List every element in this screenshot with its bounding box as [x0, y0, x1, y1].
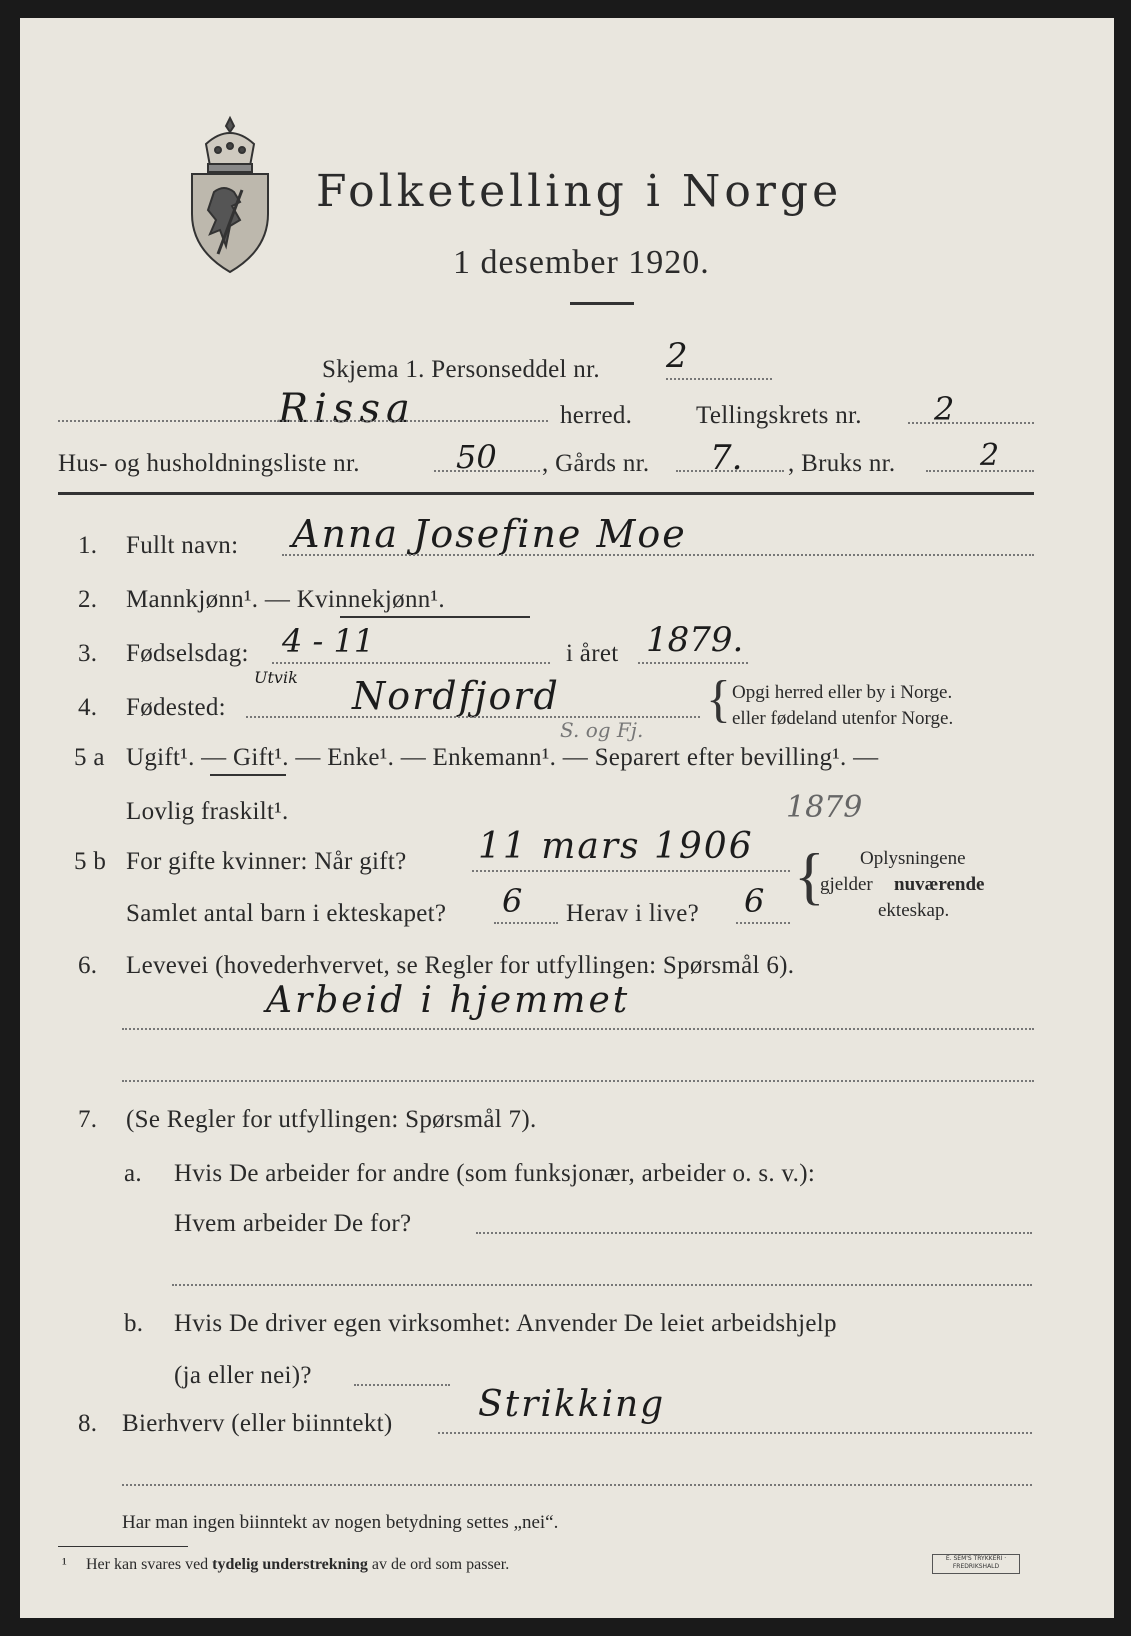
- q5a-label: Ugift¹. — Gift¹. — Enke¹. — Enkemann¹. — Separert efter bevilling¹. —: [126, 744, 879, 771]
- q7a-line-2: [172, 1284, 1032, 1286]
- q5b-alive-label: Herav i live?: [566, 900, 700, 927]
- census-form-sheet: [20, 18, 1114, 1618]
- form-title: Folketelling i Norge: [316, 166, 843, 217]
- printer-mark: E. SEM'S TRYKKERI · FREDRIKSHALD: [932, 1554, 1020, 1574]
- q2-underline-kvinnekjonn: [340, 616, 530, 618]
- q5b-children-label: Samlet antal barn i ekteskapet?: [126, 900, 447, 927]
- q8-label: Bierhverv (eller biinntekt): [122, 1410, 393, 1437]
- herred-line: [58, 420, 548, 422]
- q5b-children-line: [494, 922, 558, 924]
- q4-number: 4.: [78, 694, 98, 721]
- q5a-label-2: Lovlig fraskilt¹.: [126, 798, 289, 825]
- tellingskrets-label: Tellingskrets nr.: [696, 402, 862, 429]
- q5b-number: 5 b: [74, 848, 107, 875]
- q2-number: 2.: [78, 586, 98, 613]
- q7a-label-2: Hvem arbeider De for?: [174, 1210, 412, 1237]
- q6-line-2: [122, 1080, 1034, 1082]
- q8-number: 8.: [78, 1410, 98, 1437]
- q3-year-label: i året: [566, 640, 619, 667]
- q6-label: Levevei (hovederhvervet, se Regler for utfyllingen: Spørsmål 6).: [126, 952, 795, 979]
- q7b-label-2: (ja eller nei)?: [174, 1362, 312, 1389]
- husliste-line: [434, 470, 540, 472]
- footnote-text: [86, 1556, 509, 1574]
- q6-occupation-value: Arbeid i hjemmet: [266, 980, 631, 1021]
- q3-birthday-value: 4 - 11: [282, 622, 375, 660]
- footnote-text-bold: tydelig understrekning: [212, 1556, 368, 1573]
- q4-brace: {: [706, 671, 731, 728]
- q1-label: Fullt navn:: [126, 532, 239, 559]
- q1-full-name-value: Anna Josefine Moe: [292, 512, 687, 556]
- q5b-note-line2a: gjelder: [820, 874, 873, 895]
- husliste-value: 50: [456, 438, 497, 476]
- title-divider: [570, 302, 634, 305]
- q4-extra-note: S. og Fj.: [560, 718, 644, 742]
- footnote-text-end: av de ord som passer.: [371, 1556, 510, 1573]
- q5b-label: For gifte kvinner: Når gift?: [126, 848, 407, 875]
- q4-place-small-value: Utvik: [254, 668, 298, 687]
- herred-label: herred.: [560, 402, 633, 429]
- q5b-alive-value: 6: [744, 882, 765, 920]
- herred-value: Rissa: [278, 386, 416, 432]
- q7a-line-1: [476, 1232, 1032, 1234]
- q4-note-line1: Opgi herred eller by i Norge.: [732, 682, 953, 703]
- tellingskrets-line: [908, 422, 1034, 424]
- q6-number: 6.: [78, 952, 98, 979]
- gards-label: , Gårds nr.: [542, 450, 650, 477]
- q8-line-2: [122, 1484, 1032, 1486]
- skjema-label: Skjema 1. Personseddel nr.: [322, 356, 600, 383]
- q5b-alive-line: [736, 922, 790, 924]
- q5b-note-line1: Oplysningene: [860, 848, 966, 869]
- q3-number: 3.: [78, 640, 98, 667]
- q5a-underline-gift: [210, 774, 286, 776]
- q7b-label: Hvis De driver egen virksomhet: Anvender De leiet arbeidshjelp: [174, 1310, 837, 1337]
- personseddel-nr-value: 2: [666, 336, 688, 376]
- q3-year-line: [638, 662, 748, 664]
- personseddel-nr-line: [666, 378, 772, 380]
- q4-label: Fødested:: [126, 694, 226, 721]
- bruks-value: 2: [980, 438, 1000, 473]
- q7b-number: b.: [124, 1310, 144, 1337]
- header-rule: [58, 492, 1034, 495]
- gards-value: 7.: [710, 438, 743, 478]
- gards-line: [676, 470, 784, 472]
- bruks-label: , Bruks nr.: [788, 450, 896, 477]
- bruks-line: [926, 470, 1034, 472]
- q5b-line: [472, 870, 790, 872]
- q6-line-1: [122, 1028, 1034, 1030]
- q7b-line: [354, 1384, 450, 1386]
- q4-note-line2: eller fødeland utenfor Norge.: [732, 708, 954, 729]
- q4-line: [246, 716, 700, 718]
- q5b-brace: {: [794, 840, 825, 911]
- q7a-number: a.: [124, 1160, 142, 1187]
- q8-line-1: [438, 1432, 1032, 1434]
- q5a-number: 5 a: [74, 744, 105, 771]
- q5b-extra-year: 1879: [786, 790, 863, 825]
- q3-label: Fødselsdag:: [126, 640, 249, 667]
- husliste-label: Hus- og husholdningsliste nr.: [58, 450, 360, 477]
- tellingskrets-value: 2: [934, 390, 955, 428]
- q5b-marriage-date-value: 11 mars 1906: [478, 826, 754, 867]
- q7-label: (Se Regler for utfyllingen: Spørsmål 7).: [126, 1106, 537, 1133]
- q5b-note-line2b: nuværende: [894, 874, 985, 895]
- q3-line: [272, 662, 550, 664]
- q5b-note-line3: ekteskap.: [878, 900, 950, 921]
- footnote-rule: [58, 1546, 188, 1547]
- norway-coat-of-arms-icon: [184, 114, 276, 274]
- q5b-children-value: 6: [502, 882, 523, 920]
- footnote-text-start: Her kan svares ved: [86, 1556, 209, 1573]
- census-date: 1 desember 1920.: [453, 244, 710, 281]
- footer-note: Har man ingen biinntekt av nogen betydning settes „nei“.: [122, 1512, 559, 1533]
- q3-year-value: 1879.: [646, 620, 744, 660]
- q1-number: 1.: [78, 532, 98, 559]
- footnote-marker: ¹: [62, 1556, 67, 1573]
- q8-side-income-value: Strikking: [478, 1384, 666, 1425]
- q4-birthplace-value: Nordfjord: [352, 674, 560, 718]
- q7a-label: Hvis De arbeider for andre (som funksjonær, arbeider o. s. v.):: [174, 1160, 816, 1187]
- q1-line: [282, 554, 1034, 556]
- q7-number: 7.: [78, 1106, 98, 1133]
- q2-label: Mannkjønn¹. — Kvinnekjønn¹.: [126, 586, 445, 613]
